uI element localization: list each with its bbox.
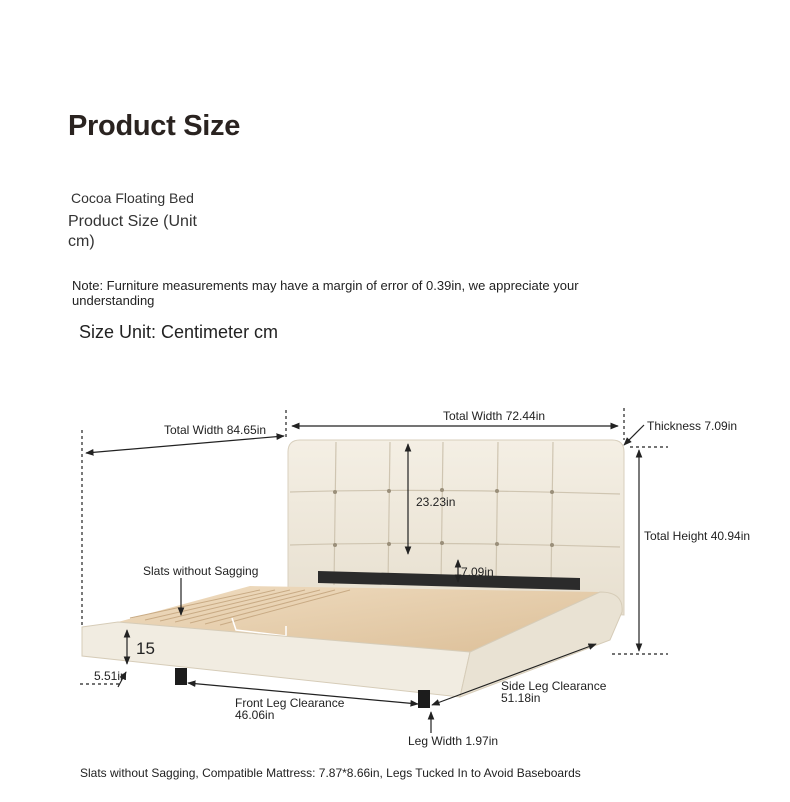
clearance-label: 5.51in: [94, 669, 127, 683]
leg-width-label: Leg Width 1.97in: [408, 734, 499, 748]
gap-label: 7.09in: [461, 565, 494, 579]
page-title: Product Size: [68, 110, 241, 142]
size-unit: Size Unit: Centimeter cm: [79, 322, 279, 342]
total-width-outer-label: Total Width 84.65in: [164, 423, 267, 437]
frame-height-label: 15: [136, 639, 155, 658]
thickness-label: Thickness 7.09in: [647, 419, 738, 433]
product-size-label: Product Size (Unit cm): [68, 213, 197, 250]
front-leg-clearance-label: Front Leg Clearance: [235, 696, 345, 710]
side-leg-clearance-label: Side Leg Clearance: [501, 679, 607, 693]
footer-note: Slats without Sagging, Compatible Mattress: 7.87*8.66in, Legs Tucked In to Avoid Baseboards: [80, 766, 581, 780]
total-height-label: Total Height 40.94in: [644, 529, 751, 543]
slats-label: Slats without Sagging: [143, 564, 259, 578]
product-name: Cocoa Floating Bed: [71, 190, 194, 206]
total-width-inner-label: Total Width 72.44in: [443, 409, 546, 423]
headboard-height-label: 23.23in: [416, 495, 456, 509]
front-leg-clearance-value: 46.06in: [235, 708, 275, 722]
measurement-note: Note: Furniture measurements may have a margin of error of 0.39in, we appreciate your understanding: [72, 278, 579, 308]
side-leg-clearance-value: 51.18in: [501, 691, 541, 705]
